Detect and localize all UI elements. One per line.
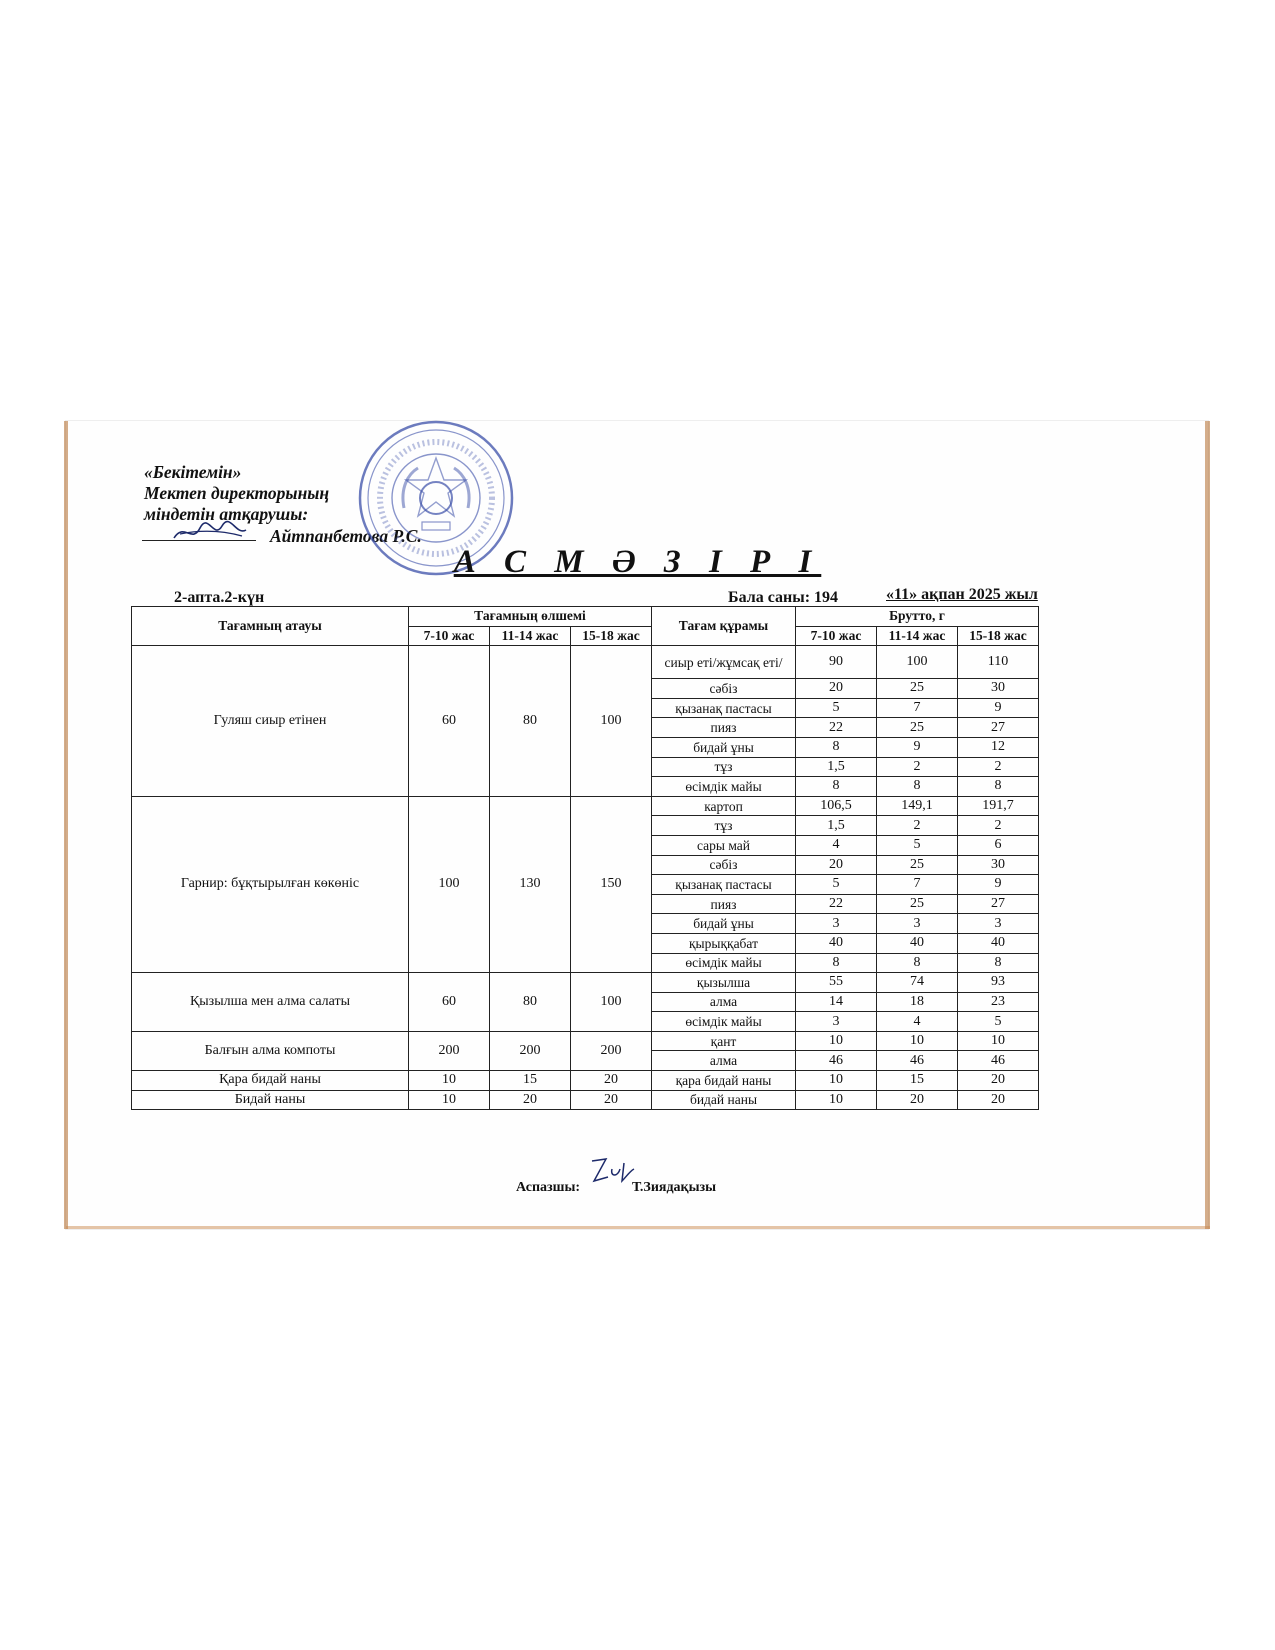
gross-value: 90	[796, 646, 877, 679]
dish-portion: 10	[409, 1090, 490, 1110]
gross-value: 23	[958, 992, 1039, 1012]
gross-value: 1,5	[796, 757, 877, 777]
gross-value: 191,7	[958, 796, 1039, 816]
dish-portion: 200	[571, 1031, 652, 1070]
gross-value: 10	[796, 1090, 877, 1110]
dish-portion: 10	[409, 1071, 490, 1091]
gross-value: 8	[796, 777, 877, 797]
gross-value: 8	[958, 777, 1039, 797]
dish-portion: 20	[571, 1090, 652, 1110]
gross-value: 106,5	[796, 796, 877, 816]
gross-value: 20	[877, 1090, 958, 1110]
gross-value: 9	[877, 737, 958, 757]
gross-value: 46	[877, 1051, 958, 1071]
header-portion: Тағамның өлшемі	[409, 607, 652, 627]
gross-value: 4	[877, 1012, 958, 1032]
ingredient-name: алма	[652, 992, 796, 1012]
ingredient-name: пияз	[652, 894, 796, 914]
approve-line: «Бекітемін»	[144, 462, 242, 482]
dish-portion: 100	[571, 973, 652, 1032]
director-name: Айтпанбетова Р.С.	[270, 526, 422, 546]
header-age: 15-18 жас	[958, 626, 1039, 646]
dish-portion: 60	[409, 646, 490, 797]
paper-edge-bottom	[66, 1226, 1210, 1229]
cook-name: Т.Зиядақызы	[632, 1180, 717, 1195]
dish-name: Балғын алма компоты	[132, 1031, 409, 1070]
gross-value: 1,5	[796, 816, 877, 836]
gross-value: 10	[796, 1071, 877, 1091]
dish-portion: 20	[571, 1071, 652, 1091]
cook-signature	[586, 1155, 636, 1187]
gross-value: 100	[877, 646, 958, 679]
gross-value: 3	[958, 914, 1039, 934]
gross-value: 25	[877, 855, 958, 875]
header-composition: Тағам құрамы	[652, 607, 796, 646]
gross-value: 18	[877, 992, 958, 1012]
gross-value: 20	[796, 679, 877, 699]
gross-value: 10	[877, 1031, 958, 1051]
gross-value: 93	[958, 973, 1039, 993]
approve-line: міндетін атқарушы:	[144, 504, 309, 524]
gross-value: 3	[796, 1012, 877, 1032]
gross-value: 10	[958, 1031, 1039, 1051]
ingredient-name: қант	[652, 1031, 796, 1051]
dish-portion: 130	[490, 796, 571, 972]
dish-name: Гуляш сиыр етінен	[132, 646, 409, 797]
ingredient-name: бидай ұны	[652, 737, 796, 757]
page-title: А С М Ә З І Р І	[453, 544, 822, 580]
header-dish-name: Тағамның атауы	[132, 607, 409, 646]
table-row	[132, 1090, 1039, 1110]
gross-value: 110	[958, 646, 1039, 679]
gross-value: 8	[796, 737, 877, 757]
gross-value: 5	[796, 875, 877, 895]
gross-value: 15	[877, 1071, 958, 1091]
gross-value: 22	[796, 718, 877, 738]
gross-value: 27	[958, 718, 1039, 738]
table-row	[132, 646, 1039, 679]
ingredient-name: қырыққабат	[652, 933, 796, 953]
ingredient-name: тұз	[652, 816, 796, 836]
gross-value: 25	[877, 718, 958, 738]
ingredient-name: алма	[652, 1051, 796, 1071]
gross-value: 3	[877, 914, 958, 934]
ingredient-name: картоп	[652, 796, 796, 816]
paper-edge-left	[64, 421, 68, 1229]
gross-value: 2	[958, 757, 1039, 777]
ingredient-name: бидай наны	[652, 1090, 796, 1110]
gross-value: 5	[877, 835, 958, 855]
dish-name: Бидай наны	[132, 1090, 409, 1110]
ingredient-name: қызылша	[652, 973, 796, 993]
children-count: Бала саны: 194	[728, 589, 839, 606]
table-row	[132, 796, 1039, 816]
gross-value: 40	[796, 933, 877, 953]
gross-value: 5	[958, 1012, 1039, 1032]
week-day-label: 2-апта.2-күн	[174, 589, 265, 606]
gross-value: 30	[958, 679, 1039, 699]
gross-value: 74	[877, 973, 958, 993]
ingredient-name: сәбіз	[652, 679, 796, 699]
table-row	[132, 1031, 1039, 1051]
gross-value: 5	[796, 698, 877, 718]
dish-portion: 20	[490, 1090, 571, 1110]
menu-table	[131, 606, 1039, 1110]
header-age: 7-10 жас	[409, 626, 490, 646]
ingredient-name: өсімдік майы	[652, 777, 796, 797]
gross-value: 20	[958, 1071, 1039, 1091]
gross-value: 46	[958, 1051, 1039, 1071]
paper-edge-right	[1205, 421, 1210, 1229]
ingredient-name: бидай ұны	[652, 914, 796, 934]
header-age: 15-18 жас	[571, 626, 652, 646]
ingredient-name: қызанақ пастасы	[652, 698, 796, 718]
table-row	[132, 973, 1039, 993]
gross-value: 27	[958, 894, 1039, 914]
gross-value: 14	[796, 992, 877, 1012]
dish-portion: 200	[409, 1031, 490, 1070]
gross-value: 30	[958, 855, 1039, 875]
gross-value: 2	[958, 816, 1039, 836]
ingredient-name: қара бидай наны	[652, 1071, 796, 1091]
ingredient-name: сиыр еті/жұмсақ еті/	[652, 646, 796, 679]
ingredient-name: пияз	[652, 718, 796, 738]
gross-value: 2	[877, 816, 958, 836]
ingredient-name: қызанақ пастасы	[652, 875, 796, 895]
header-gross: Брутто, г	[796, 607, 1039, 627]
header-age: 11-14 жас	[877, 626, 958, 646]
gross-value: 8	[958, 953, 1039, 973]
dish-portion: 100	[409, 796, 490, 972]
ingredient-name: тұз	[652, 757, 796, 777]
gross-value: 6	[958, 835, 1039, 855]
gross-value: 22	[796, 894, 877, 914]
gross-value: 8	[877, 777, 958, 797]
dish-portion: 200	[490, 1031, 571, 1070]
dish-portion: 100	[571, 646, 652, 797]
gross-value: 40	[958, 933, 1039, 953]
dish-name: Қызылша мен алма салаты	[132, 973, 409, 1032]
approve-line: Мектеп директорының	[144, 483, 330, 503]
menu-date: «11» ақпан 2025 жыл	[886, 586, 1038, 603]
dish-portion: 80	[490, 973, 571, 1032]
gross-value: 9	[958, 875, 1039, 895]
approval-block	[144, 462, 329, 525]
gross-value: 9	[958, 698, 1039, 718]
dish-name: Қара бидай наны	[132, 1071, 409, 1091]
ingredient-name: сары май	[652, 835, 796, 855]
gross-value: 3	[796, 914, 877, 934]
gross-value: 46	[796, 1051, 877, 1071]
gross-value: 12	[958, 737, 1039, 757]
dish-portion: 80	[490, 646, 571, 797]
dish-name: Гарнир: бұқтырылған көкөніс	[132, 796, 409, 972]
gross-value: 8	[877, 953, 958, 973]
gross-value: 8	[796, 953, 877, 973]
gross-value: 40	[877, 933, 958, 953]
gross-value: 2	[877, 757, 958, 777]
gross-value: 149,1	[877, 796, 958, 816]
director-signature	[170, 518, 250, 546]
dish-portion: 15	[490, 1071, 571, 1091]
gross-value: 25	[877, 894, 958, 914]
header-age: 7-10 жас	[796, 626, 877, 646]
gross-value: 4	[796, 835, 877, 855]
gross-value: 7	[877, 875, 958, 895]
gross-value: 55	[796, 973, 877, 993]
dish-portion: 150	[571, 796, 652, 972]
gross-value: 7	[877, 698, 958, 718]
gross-value: 25	[877, 679, 958, 699]
ingredient-name: сәбіз	[652, 855, 796, 875]
header-age: 11-14 жас	[490, 626, 571, 646]
header-row	[132, 607, 1039, 627]
ingredient-name: өсімдік майы	[652, 953, 796, 973]
table-row	[132, 1071, 1039, 1091]
ingredient-name: өсімдік майы	[652, 1012, 796, 1032]
gross-value: 20	[958, 1090, 1039, 1110]
dish-portion: 60	[409, 973, 490, 1032]
gross-value: 10	[796, 1031, 877, 1051]
cook-label: Аспазшы:	[516, 1180, 581, 1195]
gross-value: 20	[796, 855, 877, 875]
